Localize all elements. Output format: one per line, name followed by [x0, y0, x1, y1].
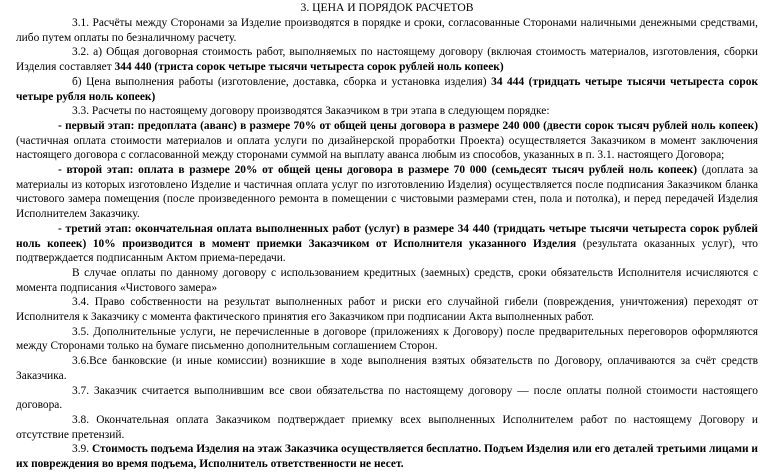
- clause-3-9-number: 3.9.: [72, 443, 92, 456]
- clause-3-8: 3.8. Окончательная оплата Заказчиком подтверждает приемку всех выполненных Исполнителем работ по настоящему Договору и отсутствие претензий.: [16, 413, 758, 441]
- payment-stage-2: [16, 163, 758, 222]
- payment-stage-2-terms: - второй этап: оплата в размере 20% от общей цены договора в размере 70 000 (семьдесят тысяч рублей ноль копеек): [58, 164, 697, 177]
- clause-3-9-text: Стоимость подъема Изделия на этаж Заказчика осуществляется бесплатно. Подъем Изделия или его деталей третьими лицами и их повреждения во время подъема, Исполнитель ответственности не несет.: [16, 443, 758, 471]
- payment-stage-2-text: (доплата за материалы из которых изготовлено Изделие и частичная оплата услуг по изготовлению Изделия) осуществляется после подписания Заказчиком бланка чистового замера помещения (после произведенного ремонта в помещении с чистовыми размерами стен, пола и потолка), и перед передачей Изделия Исполнителем Заказчику.: [16, 164, 759, 221]
- section-title: 3. ЦЕНА И ПОРЯДОК РАСЧЕТОВ: [300, 1, 474, 14]
- payment-stage-1-terms: - первый этап: предоплата (аванс) в размере 70% от общей цены договора в размере 240 000 (двести сорок тысяч рублей ноль копеек): [58, 119, 758, 132]
- clause-3-7: 3.7. Заказчик считается выполнившим все свои обязательства по настоящему договору — после оплаты полной стоимости настоящего договора.: [16, 384, 758, 412]
- clause-3-5: 3.5. Дополнительные услуги, не перечисленные в договоре (приложениях к Договору) после предварительных переговоров оформляются между Сторонами только на бумаге письменно дополнительным соглашением Сторон.: [16, 325, 758, 353]
- payment-stage-1-text: (частичная оплата стоимости материалов и оплата услуги по дизайнерской проработки Проекта) осуществляется Заказчиком в момент заключения настоящего договора с согласованной между сторонами суммой на выплату аванса любым из способов, указанных в п. 3.1. настоящего Договора;: [16, 134, 758, 162]
- payment-stage-3: [16, 222, 758, 266]
- clause-3-1: 3.1. Расчёты между Сторонами за Изделие производятся в порядке и сроки, согласованные Сторонами наличными денежными средствами, либо путем оплаты по безналичному расчету.: [16, 17, 758, 44]
- clause-3-2b-text: б) Цена выполнения работы (изготовление, доставка, сборка и установка изделия): [72, 75, 492, 88]
- clause-3-2b-amount: 34 444 (тридцать четыре тысячи четыреста сорок четыре рубля ноль копеек): [16, 75, 759, 103]
- clause-3-2a: [16, 45, 758, 74]
- clause-3-2b: [16, 75, 758, 104]
- clause-3-2a-amount: 344 440 (триста сорок четыре тысячи четыреста сорок рублей ноль копеек): [114, 61, 504, 74]
- clause-3-9: [16, 442, 758, 471]
- clause-3-6: 3.6.Все банковские (и иные комиссии) возникшие в ходе выполнения взятых обязательств по Договору, оплачиваются за счёт средств Заказчика.: [16, 355, 758, 382]
- credit-payment-clause: В случае оплаты по данному договору с использованием кредитных (заемных) средств, сроки обязательств Исполнителя исчисляются с момента подписания «Чистового замера»: [16, 266, 758, 294]
- clause-3-2a-text: 3.2. а) Общая договорная стоимость работ, выполняемых по настоящему договору (включая стоимость материалов, изготовления, сборки Изделия составляет: [16, 46, 758, 74]
- payment-stage-3-terms: - третий этап: окончательная оплата выполненных работ (услуг) в размере 34 440 (тридцать четыре тысячи четыреста сорок рублей ноль копеек) 10% производится в момент приемки Заказчиком от Исполнителя указанного Изделия: [16, 222, 758, 250]
- clause-3-3: 3.3. Расчеты по настоящему договору производятся Заказчиком в три этапа в следующем порядке:: [72, 105, 550, 118]
- payment-stage-1: [16, 119, 758, 163]
- clause-3-4: 3.4. Право собственности на результат выполненных работ и риски его случайной гибели (повреждения, уничтожения) переходят от Исполнителя к Заказчику с момента фактического принятия его Заказчиком при подписании Акта выполненных работ.: [16, 296, 758, 324]
- payment-stage-3-text: (результата оказанных услуг), что подтверждается подписанным Актом приема-передачи.: [16, 237, 758, 265]
